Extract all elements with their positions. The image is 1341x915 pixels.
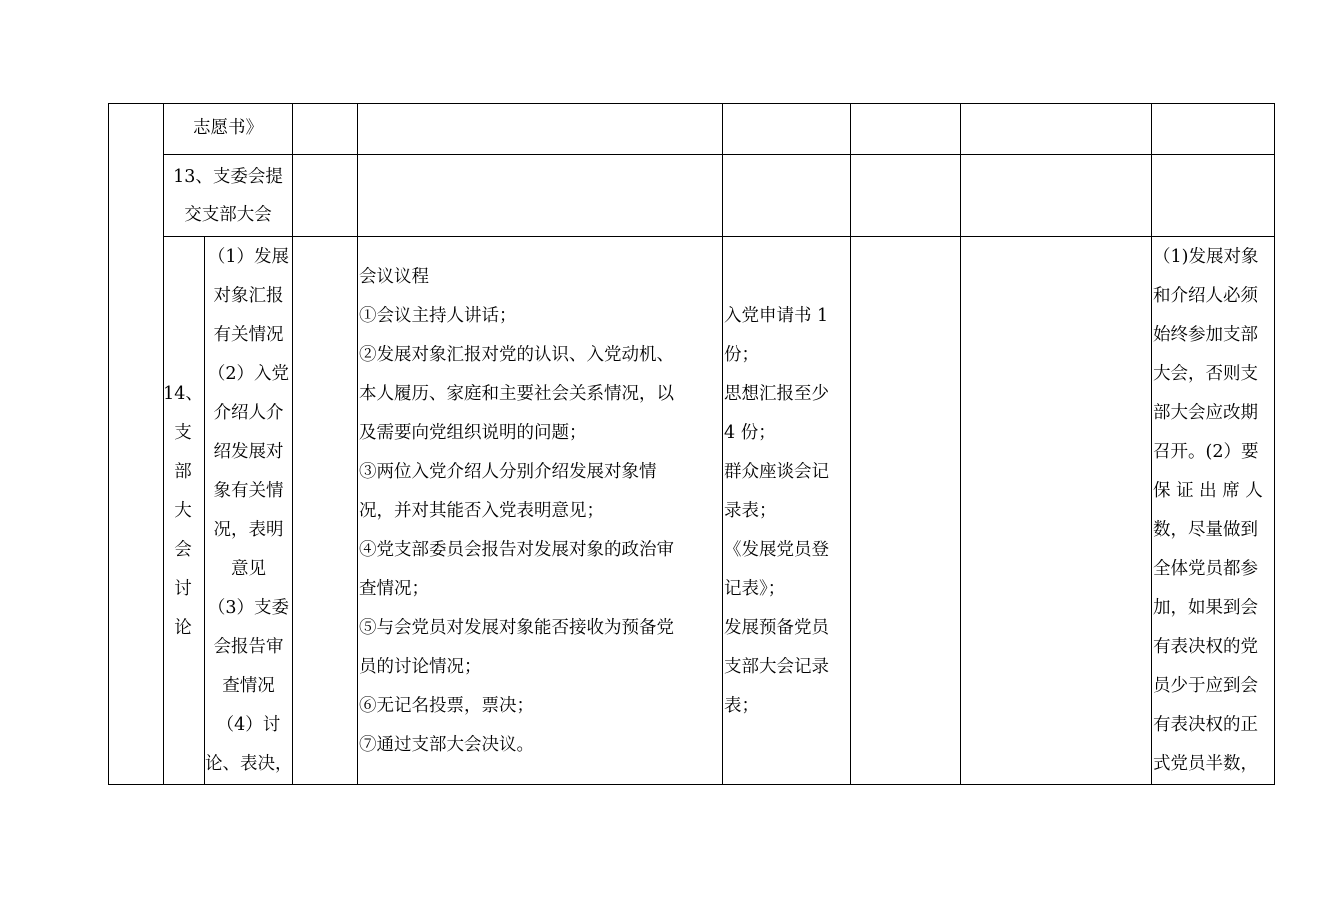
notes-line: 始终参加支部: [1153, 325, 1258, 345]
materials-line: 支部大会记录: [724, 657, 829, 677]
content-line: ③两位入党介绍人分别介绍发展对象情: [359, 462, 657, 482]
row-divider-1: [163, 154, 1275, 155]
substep-line: 介绍人介: [213, 403, 284, 423]
substep-line: 论、表决，: [205, 754, 293, 774]
materials-line: 录表；: [724, 501, 777, 521]
content-line: ①会议主持人讲话；: [359, 306, 517, 326]
row-divider-2: [163, 236, 1275, 237]
row3-step-line: 会: [174, 540, 192, 560]
materials-line: 《发展党员登: [724, 540, 829, 560]
notes-line: 数，尽量做到: [1153, 520, 1258, 540]
row1-step-text: 志愿书》: [193, 118, 263, 138]
substep-line: 查情况: [222, 676, 275, 696]
row3-step-line: 14、: [163, 384, 203, 404]
notes-line: 大会，否则支: [1153, 364, 1258, 384]
substep-line: （4）讨: [216, 715, 281, 735]
col-divider-2: [292, 103, 293, 785]
content-line: ⑤与会党员对发展对象能否接收为预备党: [359, 618, 674, 638]
substep-line: 对象汇报: [213, 286, 284, 306]
notes-line: 部大会应改期: [1153, 403, 1258, 423]
materials-line: 表；: [724, 696, 759, 716]
row3-step-line: 支: [174, 423, 192, 443]
content-heading: 会议议程: [359, 267, 429, 287]
content-line: ⑥无记名投票，票决；: [359, 696, 534, 716]
col-divider-7: [1151, 103, 1152, 785]
substep-line: 会报告审: [213, 637, 284, 657]
table-border-top: [108, 103, 1275, 104]
notes-line: 加，如果到会: [1153, 598, 1258, 618]
row1-step-cell: [165, 109, 291, 148]
content-line: ④党支部委员会报告对发展对象的政治审: [359, 540, 674, 560]
col-divider-4: [722, 103, 723, 785]
content-line: 况，并对其能否入党表明意见；: [359, 501, 604, 521]
row3-step-line: 论: [174, 618, 192, 638]
table-border-bottom: [108, 784, 1275, 785]
materials-line: 入党申请书 1: [724, 306, 829, 326]
col-divider-5: [850, 103, 851, 785]
materials-line: 份；: [724, 345, 759, 365]
content-line: 本人履历、家庭和主要社会关系情况，以: [359, 384, 674, 404]
notes-line: 和介绍人必须: [1153, 286, 1258, 306]
row3-step-line: 部: [174, 462, 192, 482]
row3-content-cell: [359, 258, 721, 765]
notes-line: 召开。(2）要: [1153, 442, 1259, 462]
notes-line: （1)发展对象: [1153, 247, 1259, 267]
row3-substeps-cell: [205, 238, 292, 784]
row2-step-cell: [165, 158, 291, 234]
substep-line: 象有关情: [213, 481, 284, 501]
row2-step-line: 交支部大会: [184, 205, 272, 225]
content-line: ②发展对象汇报对党的认识、入党动机、: [359, 345, 674, 365]
substep-line: 有关情况: [213, 325, 284, 345]
content-line: ⑦通过支部大会决议。: [359, 735, 534, 755]
substep-line: 绍发展对: [213, 442, 284, 462]
col-divider-6: [960, 103, 961, 785]
materials-line: 思想汇报至少: [724, 384, 829, 404]
notes-line: 有表决权的党: [1153, 637, 1258, 657]
materials-line: 记表》；: [724, 579, 786, 599]
notes-line: 有表决权的正: [1153, 715, 1258, 735]
substep-line: （3）支委: [207, 598, 290, 618]
substep-line: （1）发展: [207, 247, 290, 267]
row3-step-line: 大: [174, 501, 192, 521]
notes-line: 保 证 出 席 人: [1153, 481, 1263, 501]
materials-line: 群众座谈会记: [724, 462, 829, 482]
substep-line: （2）入党: [207, 364, 290, 384]
substep-line: 况，表明: [213, 520, 284, 540]
col-divider-3: [357, 103, 358, 785]
notes-line: 全体党员都参: [1153, 559, 1258, 579]
substep-line: 意见: [231, 559, 266, 579]
row2-step-line: 13、支委会提: [173, 167, 283, 187]
row3-notes-cell: [1153, 238, 1273, 784]
notes-line: 员少于应到会: [1153, 676, 1258, 696]
content-line: 及需要向党组织说明的问题；: [359, 423, 587, 443]
table-border-right: [1274, 103, 1275, 785]
materials-line: 4 份；: [724, 423, 776, 443]
row3-materials-cell: [724, 297, 849, 726]
row3-step-main-cell: [163, 375, 203, 648]
row3-step-line: 讨: [174, 579, 192, 599]
table-border-left: [108, 103, 109, 785]
materials-line: 发展预备党员: [724, 618, 829, 638]
notes-line: 式党员半数，: [1153, 754, 1258, 774]
content-line: 员的讨论情况；: [359, 657, 482, 677]
content-line: 查情况；: [359, 579, 429, 599]
